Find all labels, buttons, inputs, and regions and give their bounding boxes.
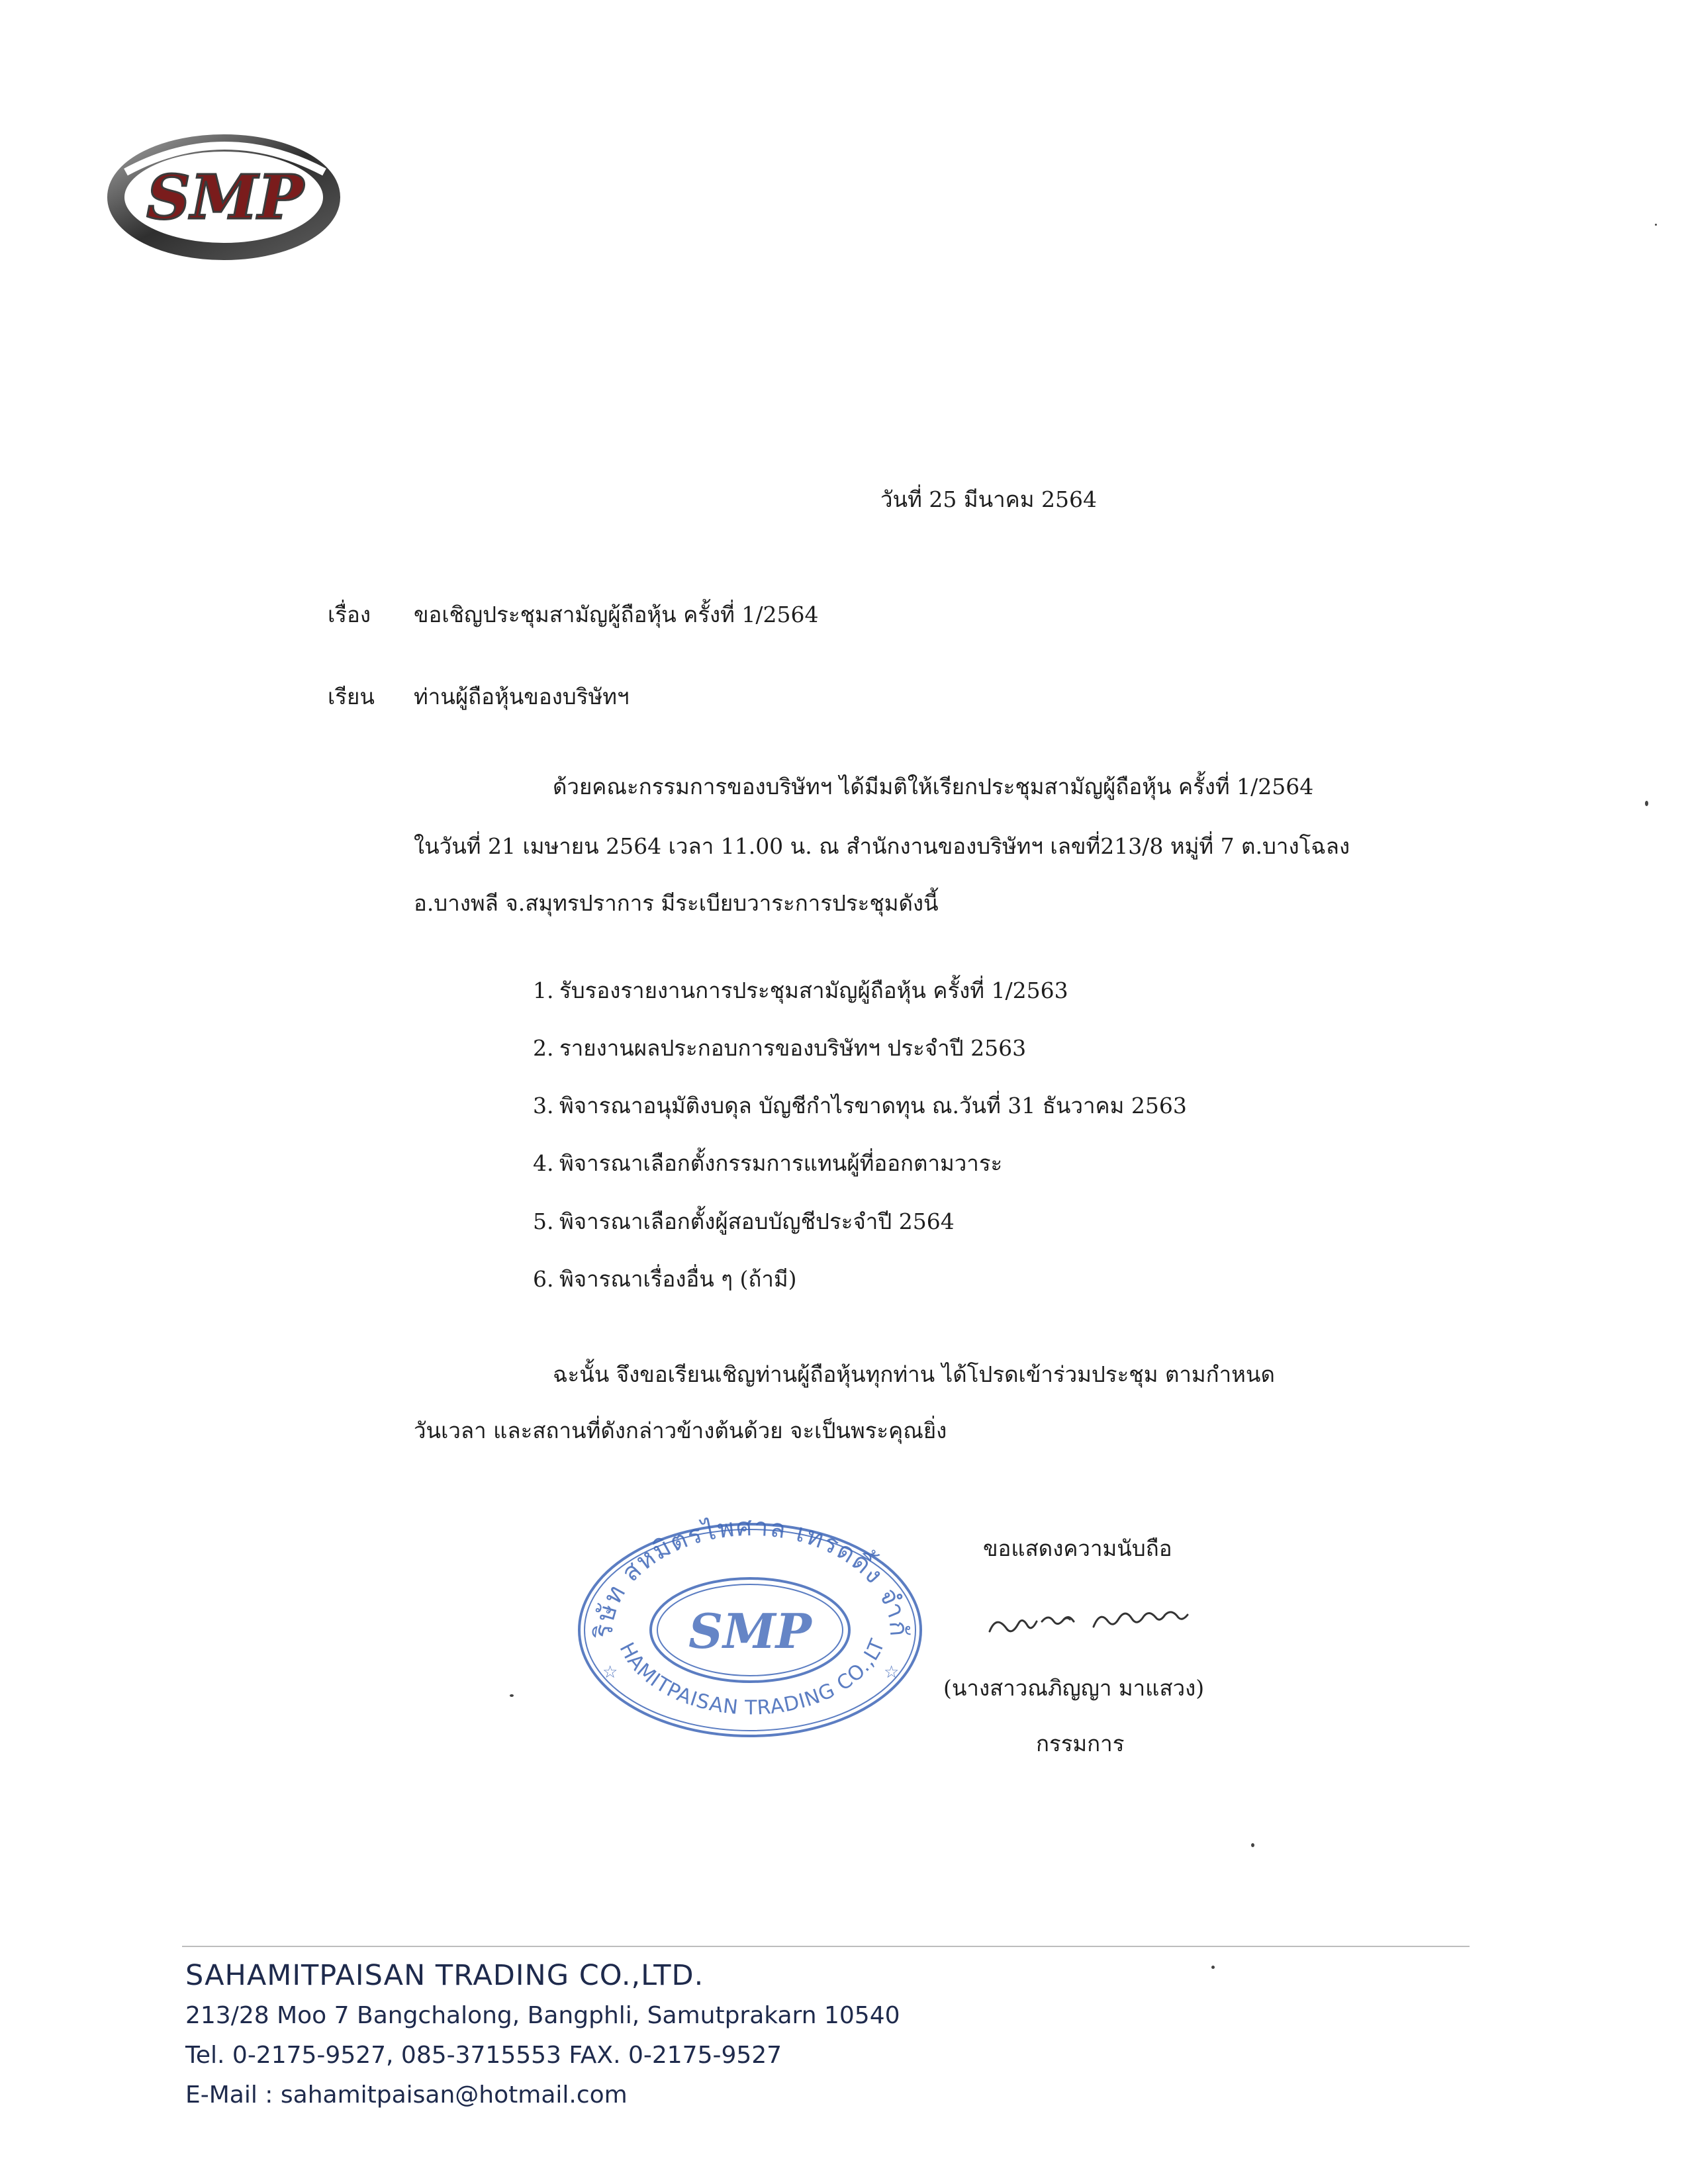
footer-company-name: SAHAMITPAISAN TRADING CO.,LTD. (185, 1959, 704, 1992)
body-paragraph-line: ในวันที่ 21 เมษายน 2564 เวลา 11.00 น. ณ สำนักงานของบริษัทฯ เลขที่213/8 หมู่ที่ 7 ต.บางโฉลง (414, 833, 1350, 859)
agenda-text: พิจารณาเรื่องอื่น ๆ (ถ้ามี) (559, 1266, 797, 1292)
handwritten-signature (983, 1602, 1248, 1648)
agenda-number: 6. (533, 1266, 554, 1292)
stamp-text-top: ริษัท สหมิตรไพศาล เทรดดิ้ง จำกั (588, 1512, 914, 1639)
footer-email: E-Mail : sahamitpaisan@hotmail.com (185, 2081, 628, 2109)
stamp-text-bottom: HAMITPAISAN TRADING CO.,LT (614, 1635, 890, 1720)
stamp-center-text: SMP (688, 1603, 812, 1659)
agenda-text: รายงานผลประกอบการของบริษัทฯ ประจำปี 2563 (559, 1035, 1027, 1061)
closing-line: วันเวลา และสถานที่ดังกล่าวข้างต้นด้วย จะเป็นพระคุณยิ่ง (414, 1418, 947, 1443)
logo-text: SMP (146, 161, 304, 233)
agenda-text: รับรองรายงานการประชุมสามัญผู้ถือหุ้น ครั้งที่ 1/2563 (559, 978, 1068, 1003)
agenda-item (533, 979, 1068, 1001)
agenda-text: พิจารณาอนุมัติงบดุล บัญชีกำไรขาดทุน ณ.วันที่ 31 ธันวาคม 2563 (559, 1093, 1187, 1118)
agenda-number: 2. (533, 1035, 554, 1061)
stamp-star-icon: ☆ (602, 1662, 618, 1682)
agenda-item (533, 1095, 1187, 1116)
footer-address: 213/28 Moo 7 Bangchalong, Bangphli, Samutprakarn 10540 (185, 2002, 900, 2029)
agenda-number: 5. (533, 1208, 554, 1234)
stamp-star-icon: ☆ (884, 1662, 900, 1682)
letter-date: วันที่ 25 มีนาคม 2564 (880, 486, 1097, 512)
closing-line: ฉะนั้น จึงขอเรียนเชิญท่านผู้ถือหุ้นทุกท่าน ได้โปรดเข้าร่วมประชุม ตามกำหนด (553, 1361, 1275, 1387)
subject-text: ขอเชิญประชุมสามัญผู้ถือหุ้น ครั้งที่ 1/2564 (414, 602, 819, 627)
attention-label: เรียน (328, 684, 375, 709)
signer-position: กรรมการ (1036, 1731, 1125, 1756)
agenda-item (533, 1268, 797, 1290)
agenda-number: 1. (533, 978, 554, 1003)
scan-speck (510, 1694, 514, 1697)
company-logo (106, 126, 344, 265)
regards-text: ขอแสดงความนับถือ (983, 1535, 1172, 1561)
scan-speck (1645, 801, 1648, 806)
body-paragraph-line: อ.บางพลี จ.สมุทรปราการ มีระเบียบวาระการประชุมดังนี้ (414, 890, 939, 916)
agenda-item (533, 1152, 1002, 1174)
company-stamp (573, 1512, 927, 1741)
scan-speck (1211, 1966, 1215, 1969)
body-paragraph-line: ด้วยคณะกรรมการของบริษัทฯ ได้มีมติให้เรียกประชุมสามัญผู้ถือหุ้น ครั้งที่ 1/2564 (553, 774, 1314, 799)
signer-name: (นางสาวณภิญญา มาแสวง) (943, 1675, 1205, 1701)
agenda-item (533, 1210, 955, 1232)
agenda-text: พิจารณาเลือกตั้งกรรมการแทนผู้ที่ออกตามวาระ (559, 1150, 1003, 1176)
attention-text: ท่านผู้ถือหุ้นของบริษัทฯ (414, 684, 630, 709)
scan-speck (1251, 1843, 1254, 1847)
subject-label: เรื่อง (328, 602, 371, 627)
footer-divider (182, 1946, 1470, 1947)
agenda-number: 3. (533, 1093, 554, 1118)
scan-speck (1655, 224, 1657, 226)
agenda-item (533, 1037, 1026, 1059)
agenda-text: พิจารณาเลือกตั้งผู้สอบบัญชีประจำปี 2564 (559, 1208, 955, 1234)
footer-phone: Tel. 0-2175-9527, 085-3715553 FAX. 0-2175-9527 (185, 2042, 782, 2069)
agenda-number: 4. (533, 1150, 554, 1176)
